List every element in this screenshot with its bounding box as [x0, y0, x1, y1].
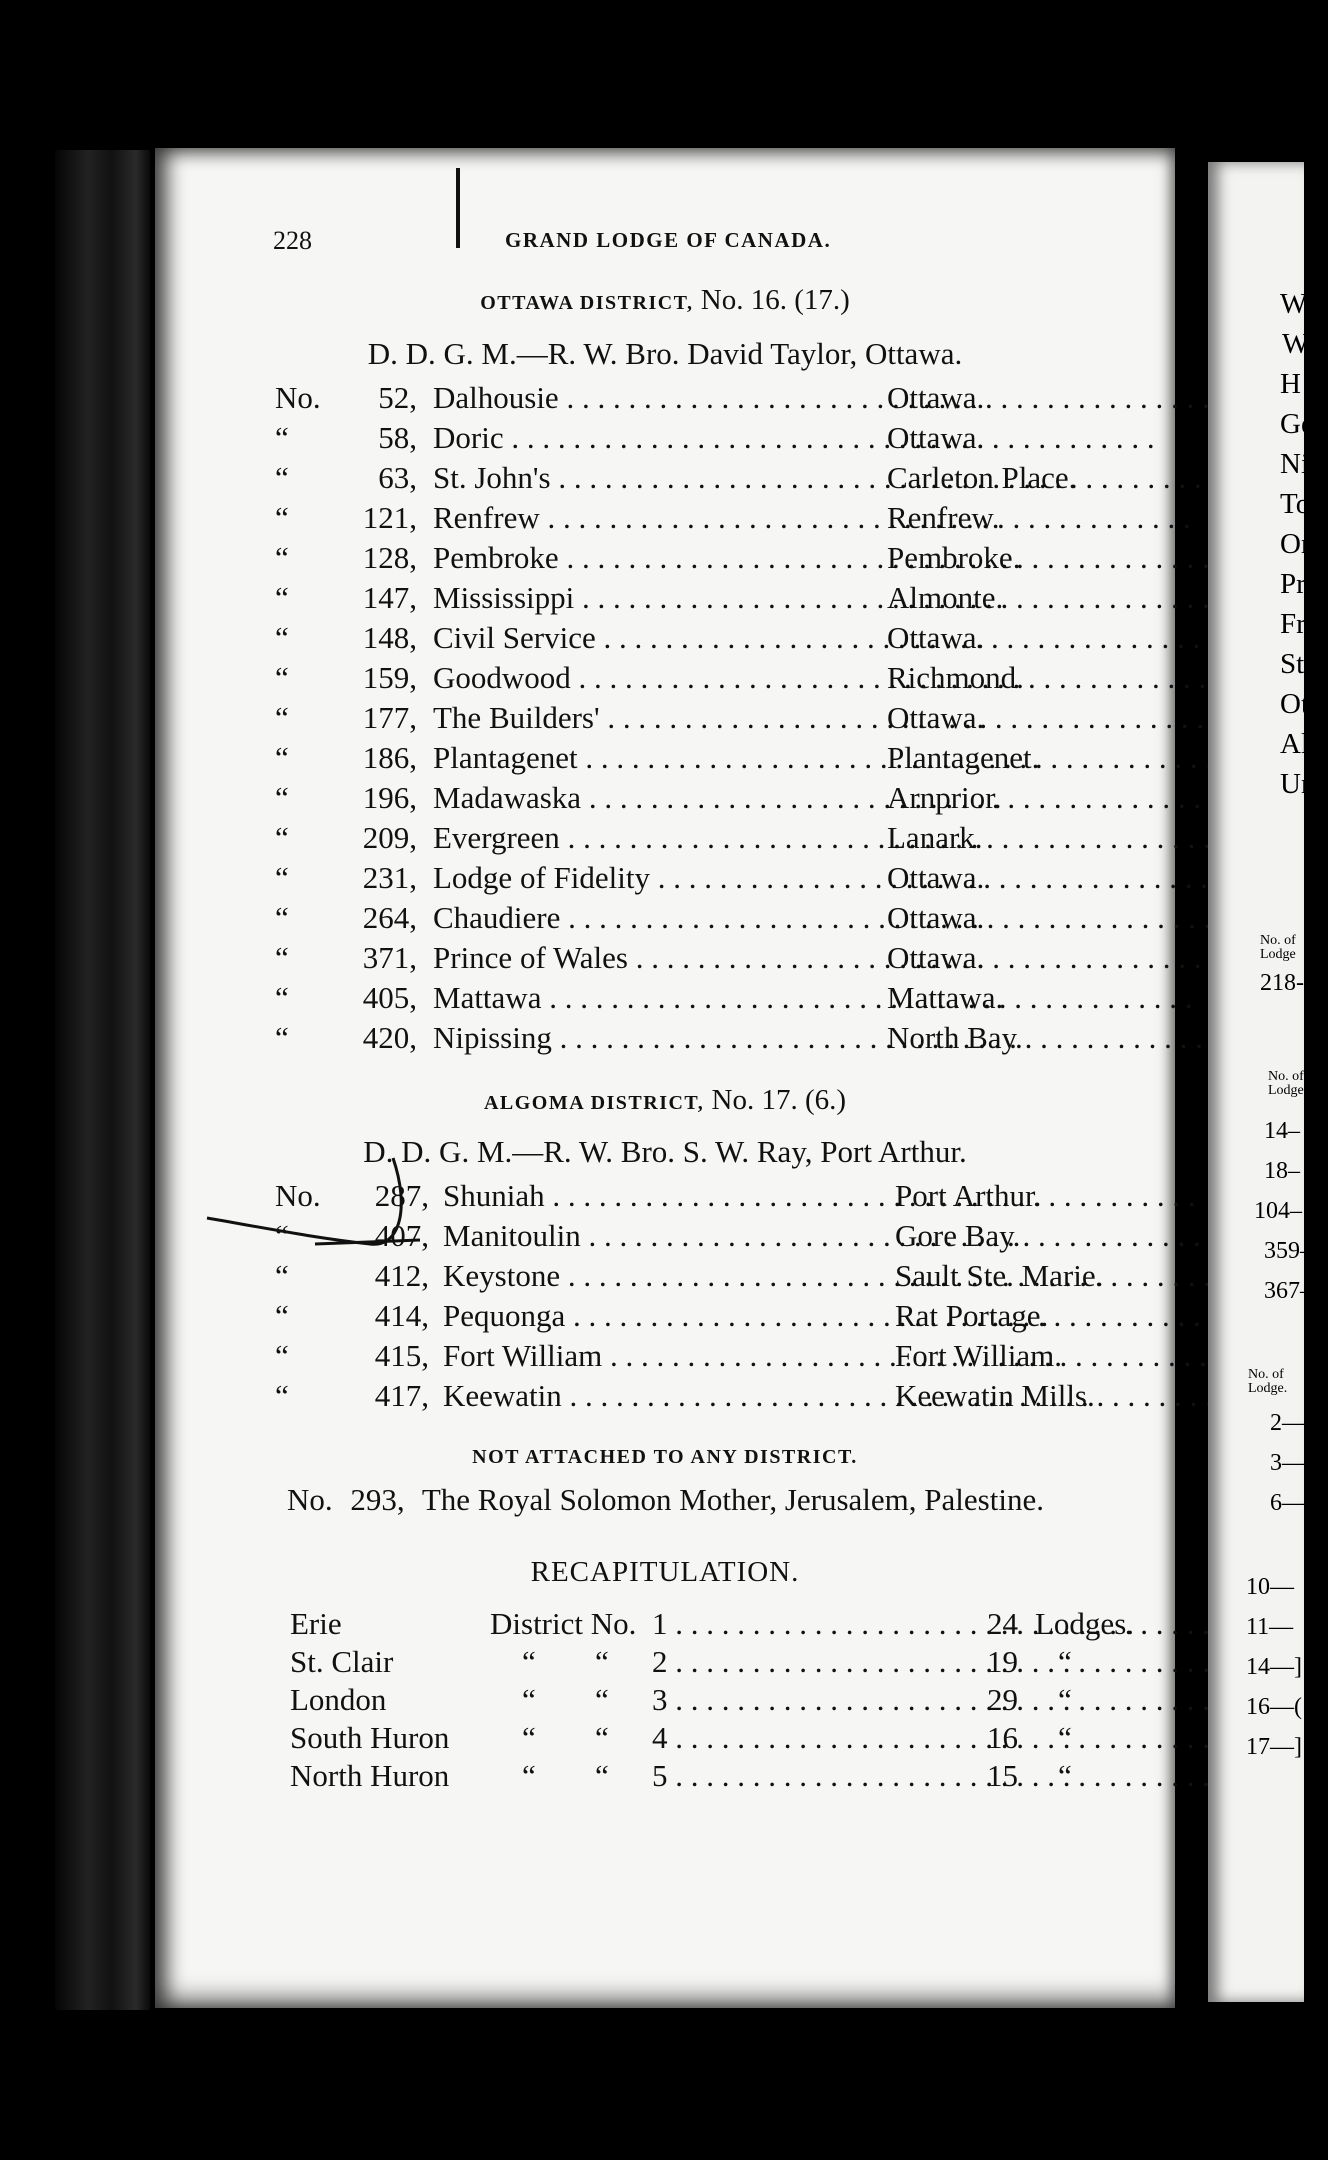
lodge-row: [275, 660, 1225, 700]
recap-ditto: “: [522, 1644, 536, 1679]
facing-page-line: Alg: [1280, 728, 1324, 760]
lodge-prefix: “: [275, 820, 289, 855]
lodge-place: North Bay.: [887, 1020, 1023, 1055]
lodge-name: Shuniah . . .: [443, 1178, 891, 1214]
recap-district: St. Clair: [290, 1644, 394, 1679]
facing-page-number: 14–: [1264, 1118, 1300, 1144]
facing-page-number: 359–: [1264, 1238, 1312, 1264]
lodge-row: [275, 1218, 1225, 1258]
lodge-row: [275, 700, 1225, 740]
lodge-name: Fort William . . .: [443, 1338, 891, 1374]
lodge-prefix: “: [275, 1020, 289, 1055]
facing-page-label: No. of: [1248, 1367, 1284, 1382]
lodge-number: 231,: [362, 860, 417, 895]
lodge-row: [275, 380, 1225, 420]
facing-page-number: 218-: [1260, 970, 1304, 996]
lodge-place: Renfrew.: [887, 500, 1000, 535]
lodge-number: 186,: [362, 740, 417, 775]
facing-page-number: 6—: [1270, 1490, 1306, 1516]
lodge-number: 159,: [362, 660, 417, 695]
lodge-place: Rat Portage.: [895, 1298, 1049, 1333]
lodge-place: Sault Ste. Marie.: [895, 1258, 1104, 1293]
lodge-name: Lodge of Fidelity . . .: [433, 860, 883, 896]
lodge-name: Evergreen . . .: [433, 820, 883, 856]
lodge-name: Keewatin . . .: [443, 1378, 891, 1414]
lodge-place: Ottawa.: [887, 700, 985, 735]
lodge-prefix: “: [275, 620, 289, 655]
ottawa-heading-smallcaps: OTTAWA DISTRICT,: [480, 292, 694, 314]
lodge-number: 121,: [362, 500, 417, 535]
facing-page-number: 14—]: [1246, 1654, 1302, 1680]
recap-ditto: “: [522, 1758, 536, 1793]
lodge-prefix: “: [275, 500, 289, 535]
facing-page-line: H: [1280, 368, 1301, 400]
recap-lodge-count: 16: [987, 1720, 1018, 1755]
facing-page-number: 11—: [1246, 1614, 1294, 1640]
lodge-number: 287,: [374, 1178, 429, 1213]
lodge-row: [275, 1178, 1225, 1218]
lodge-number: 209,: [362, 820, 417, 855]
lodge-number: 407,: [374, 1218, 429, 1253]
lodge-name: Manitoulin . . .: [443, 1218, 891, 1254]
recap-district: South Huron: [290, 1720, 450, 1755]
algoma-ddgm-line: D. D. G. M.—R. W. Bro. S. W. Ray, Port Arthur.: [363, 1134, 967, 1169]
lodge-number: 63,: [378, 460, 417, 495]
facing-page-line: Fro: [1280, 608, 1321, 640]
algoma-heading-smallcaps: ALGOMA DISTRICT,: [483, 1092, 705, 1114]
lodge-name: Mississippi . . .: [433, 580, 883, 616]
lodge-number: 128,: [362, 540, 417, 575]
book-binding: [55, 150, 150, 2010]
lodge-number: 415,: [374, 1338, 429, 1373]
facing-page-fragment: [1208, 162, 1328, 2002]
not-attached-text: The Royal Solomon Mother, Jerusalem, Palestine.: [421, 1482, 1044, 1517]
lodge-place: Ottawa.: [887, 900, 985, 935]
lodge-place: Ottawa.: [887, 940, 985, 975]
lodge-row: [275, 1020, 1225, 1060]
lodge-name: Madawaska . . .: [433, 780, 883, 816]
facing-page-number: 16—(: [1246, 1694, 1302, 1720]
lodge-number: 58,: [378, 420, 417, 455]
facing-page-line: Ni: [1280, 448, 1309, 480]
lodge-place: Arnprior.: [887, 780, 1002, 815]
lodge-row: [275, 740, 1225, 780]
lodge-place: Ottawa.: [887, 380, 985, 415]
recapitulation-title: RECAPITULATION.: [530, 1556, 800, 1588]
lodge-name: St. John's . . .: [433, 460, 883, 496]
lodge-place: Lanark.: [887, 820, 983, 855]
lodge-prefix: “: [275, 580, 289, 615]
facing-page-label: Lodge.: [1248, 1381, 1288, 1396]
lodge-name: Plantagenet . . .: [433, 740, 883, 776]
lodge-name: Goodwood . . .: [433, 660, 883, 696]
lodge-number: 148,: [362, 620, 417, 655]
lodge-row: [275, 420, 1225, 460]
lodge-number: 420,: [362, 1020, 417, 1055]
lodge-name: Pequonga . . .: [443, 1298, 891, 1334]
facing-page-number: 3—: [1270, 1450, 1306, 1476]
lodge-place: Port Arthur.: [895, 1178, 1042, 1213]
algoma-heading-number: No. 17. (6.): [711, 1084, 847, 1116]
facing-page-number: 18–: [1264, 1158, 1300, 1184]
facing-page-line: Pri: [1280, 568, 1314, 600]
lodge-place: Almonte.: [887, 580, 1004, 615]
lodge-prefix: “: [275, 660, 289, 695]
lodge-row: [275, 900, 1225, 940]
recap-row: [290, 1606, 1190, 1646]
lodge-row: [275, 1378, 1225, 1418]
recap-ditto: “: [1058, 1758, 1072, 1793]
lodge-prefix: “: [275, 420, 289, 455]
facing-page-number: 17—]: [1246, 1734, 1302, 1760]
recap-ditto: “: [595, 1720, 609, 1755]
recap-lodge-count: 29: [987, 1682, 1018, 1717]
recap-row: [290, 1682, 1190, 1722]
facing-page-line: W: [1282, 328, 1310, 360]
recap-ditto: “: [595, 1682, 609, 1717]
page-number: 228: [273, 226, 312, 255]
recap-district-label: District No.: [490, 1606, 637, 1641]
lodge-place: Gore Bay.: [895, 1218, 1021, 1253]
facing-page-number: 2—: [1270, 1410, 1306, 1436]
lodge-place: Pembroke.: [887, 540, 1021, 575]
lodge-name: The Builders' . . .: [433, 700, 883, 736]
facing-page-number: 367–: [1264, 1278, 1312, 1304]
lodge-row: [275, 1258, 1225, 1298]
recap-lodge-count: 19: [987, 1644, 1018, 1679]
lodge-place: Fort William.: [895, 1338, 1062, 1373]
lodge-prefix: “: [275, 1298, 289, 1333]
lodge-prefix: “: [275, 860, 289, 895]
facing-page-line: Ge: [1280, 408, 1314, 440]
not-attached-number: 293,: [350, 1482, 405, 1517]
lodge-place: Carleton Place.: [887, 460, 1077, 495]
lodge-place: Ottawa.: [887, 420, 985, 455]
lodge-prefix: “: [275, 980, 289, 1015]
lodge-row: [275, 620, 1225, 660]
lodge-name: Pembroke . . .: [433, 540, 883, 576]
facing-page-number: 104–: [1254, 1198, 1302, 1224]
lodge-row: [275, 820, 1225, 860]
recap-district: North Huron: [290, 1758, 450, 1793]
lodge-name: Dalhousie . . .: [433, 380, 883, 416]
recap-ditto: “: [1058, 1720, 1072, 1755]
lodge-place: Richmond.: [887, 660, 1024, 695]
facing-page-label: Lodge: [1260, 947, 1296, 962]
lodge-place: Keewatin Mills.: [895, 1378, 1095, 1413]
lodge-place: Plantagenet.: [887, 740, 1040, 775]
lodge-row: [275, 980, 1225, 1020]
recap-district-number: 1 . . .: [652, 1606, 962, 1642]
book-page: [155, 148, 1175, 2008]
recap-row: [290, 1758, 1190, 1798]
lodge-prefix: “: [275, 900, 289, 935]
recap-ditto: “: [595, 1758, 609, 1793]
lodge-number: 417,: [374, 1378, 429, 1413]
facing-page-label: No. of: [1260, 933, 1296, 948]
lodge-place: Mattawa.: [887, 980, 1004, 1015]
recap-ditto: “: [522, 1720, 536, 1755]
lodge-row: [275, 540, 1225, 580]
recap-lodge-count: 15: [987, 1758, 1018, 1793]
lodge-name: Chaudiere . . .: [433, 900, 883, 936]
lodge-prefix: “: [275, 460, 289, 495]
recap-district: Erie: [290, 1606, 342, 1641]
lodge-row: [275, 780, 1225, 820]
recap-unit: Lodges.: [1035, 1606, 1135, 1641]
recap-lodge-count: 24: [987, 1606, 1018, 1641]
not-attached-heading: NOT ATTACHED TO ANY DISTRICT.: [472, 1446, 858, 1468]
lodge-row: [275, 500, 1225, 540]
facing-page-line: St.: [1280, 648, 1312, 680]
lodge-row: [275, 940, 1225, 980]
lodge-number: 196,: [362, 780, 417, 815]
lodge-prefix: “: [275, 1378, 289, 1413]
lodge-name: Civil Service . . .: [433, 620, 883, 656]
lodge-number: 414,: [374, 1298, 429, 1333]
lodge-row: [275, 460, 1225, 500]
running-head: GRAND LODGE OF CANADA.: [505, 228, 832, 252]
not-attached-lodge: [287, 1482, 1054, 1518]
recap-district-number: 2 . . .: [652, 1644, 962, 1680]
facing-page-line: To: [1280, 488, 1311, 520]
lodge-prefix: No.: [275, 1178, 321, 1213]
lodge-name: Doric . . .: [433, 420, 883, 456]
facing-page-label: Lodge.: [1268, 1083, 1308, 1098]
lodge-number: 177,: [362, 700, 417, 735]
lodge-row: [275, 1298, 1225, 1338]
lodge-row: [275, 580, 1225, 620]
lodge-name: Prince of Wales . . .: [433, 940, 883, 976]
lodge-name: Keystone . . .: [443, 1258, 891, 1294]
recap-district: London: [290, 1682, 387, 1717]
facing-page-line: Or: [1280, 528, 1311, 560]
lodge-prefix: “: [275, 700, 289, 735]
ottawa-district-heading: [155, 284, 1175, 317]
lodge-number: 412,: [374, 1258, 429, 1293]
lodge-number: 405,: [362, 980, 417, 1015]
recap-row: [290, 1644, 1190, 1684]
lodge-row: [275, 1338, 1225, 1378]
facing-page-number: 10—: [1246, 1574, 1294, 1600]
lodge-name: Renfrew . . .: [433, 500, 883, 536]
lodge-row: [275, 860, 1225, 900]
recap-row: [290, 1720, 1190, 1760]
not-attached-prefix: No.: [287, 1482, 333, 1517]
lodge-place: Ottawa.: [887, 620, 985, 655]
recap-district-number: 3 . . .: [652, 1682, 962, 1718]
lodge-place: Ottawa.: [887, 860, 985, 895]
lodge-name: Mattawa . . .: [433, 980, 883, 1016]
recap-ditto: “: [595, 1644, 609, 1679]
lodge-prefix: “: [275, 1258, 289, 1293]
facing-page-line: W: [1280, 288, 1308, 320]
recap-ditto: “: [1058, 1644, 1072, 1679]
ottawa-heading-number: No. 16. (17.): [700, 284, 850, 316]
ottawa-ddgm-line: D. D. G. M.—R. W. Bro. David Taylor, Ottawa.: [367, 336, 963, 371]
lodge-prefix: No.: [275, 380, 321, 415]
lodge-number: 147,: [362, 580, 417, 615]
recap-ditto: “: [522, 1682, 536, 1717]
facing-page-line: Una: [1280, 768, 1328, 800]
lodge-prefix: “: [275, 1338, 289, 1373]
lodge-number: 371,: [362, 940, 417, 975]
lodge-prefix: “: [275, 1218, 289, 1253]
lodge-number: 264,: [362, 900, 417, 935]
recap-ditto: “: [1058, 1682, 1072, 1717]
recap-district-number: 4 . . .: [652, 1720, 962, 1756]
lodge-prefix: “: [275, 740, 289, 775]
facing-page-line: Ott: [1280, 688, 1318, 720]
facing-page-label: No. of: [1268, 1069, 1304, 1084]
algoma-district-heading: [155, 1084, 1175, 1117]
lodge-number: 52,: [378, 380, 417, 415]
lodge-name: Nipissing . . .: [433, 1020, 883, 1056]
recap-district-number: 5 . . .: [652, 1758, 962, 1794]
lodge-prefix: “: [275, 940, 289, 975]
lodge-prefix: “: [275, 540, 289, 575]
lodge-prefix: “: [275, 780, 289, 815]
